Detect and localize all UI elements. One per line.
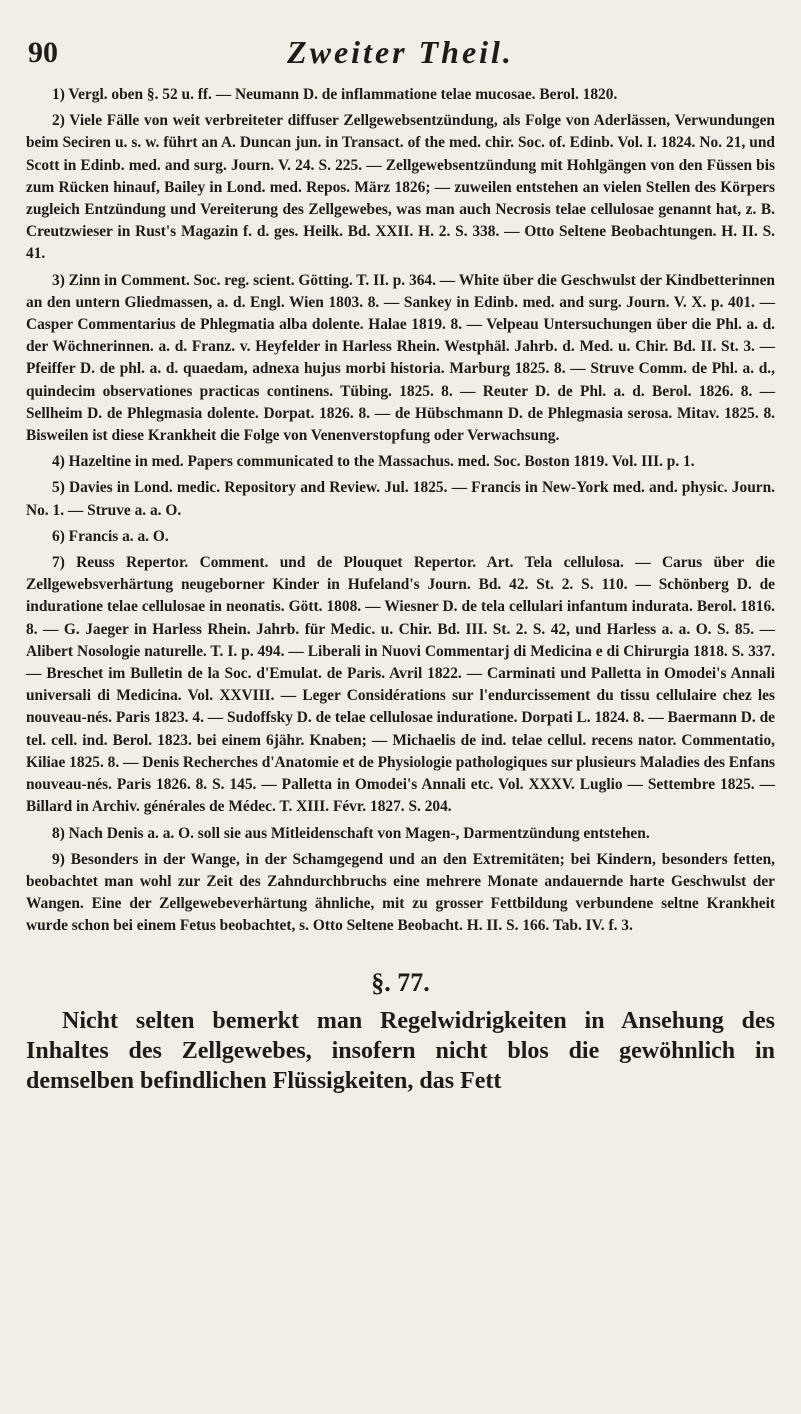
footnote-1: 1) Vergl. oben §. 52 u. ff. — Neumann D. de inflammatione telae mucosae. Berol. 1820. bbox=[52, 86, 618, 103]
page-header bbox=[26, 30, 775, 84]
footnote-4: 4) Hazeltine in med. Papers communicated to the Massachus. med. Soc. Boston 1819. Vol. III. p. 1. bbox=[52, 453, 695, 471]
section-body-text: Nicht selten bemerkt man Regelwidrigkeiten in Ansehung des Inhaltes des Zellgewebes, insofern nicht blos die gewöhnlich in demselben befindlichen Flüssigkeiten, das Fett bbox=[26, 1007, 775, 1094]
footnotes bbox=[26, 84, 775, 938]
footnote-9: 9) Besonders in der Wange, in der Schamgegend und an den Extremitäten; bei Kindern, besonders fetten, beobachtet man wohl zur Zeit des Zahndurchbruchs eine mehrere Monate andauernde harte Geschwulst der Wangen. Eine der Zellgewebeverhärtung ähnliche, mit zu grosser Fettbildung verbundene seltne Krankheit wurde schon bei einem Fetus beobachtet, s. Otto Seltene Beobacht. H. II. S. 166. Tab. IV. f. 3. bbox=[26, 850, 775, 935]
page-number: 90 bbox=[28, 36, 58, 69]
footnote-2: 2) Viele Fälle von weit verbreiteter diffuser Zellgewebsentzündung, als Folge von Aderlässen, Verwundungen beim Seciren u. s. w. führt an A. Duncan jun. in Transact. of the med. chir. Soc. of. Edinb. Vol. I. 1824. No. 21, und Scott in Edinb. med. and surg. Journ. V. 24. S. 225. — Zellgewebsentzündung mit Hohlgängen von den Füssen bis zum Rücken hinauf, Bailey in Lond. med. Repos. März 1826; — zuweilen entstehen an vielen Stellen des Körpers zugleich Entzündung und Vereiterung des Zellgewebes, was man auch Necrosis telae cellulosae genannt hat, z. B. Creutzwieser in Rust's Magazin f. d. ges. Heilk. Bd. XXII. H. 2. S. 338. — Otto Seltene Beobachtungen. H. II. S. 41. bbox=[26, 112, 775, 263]
footnote-3: 3) Zinn in Comment. Soc. reg. scient. Götting. T. II. p. 364. — White über die Geschwulst der Kindbetterinnen an den untern Gliedmassen, a. d. Engl. Wien 1803. 8. — Sankey in Edinb. med. and surg. Journ. V. X. p. 401. — Casper Commentarius de Phlegmatia alba dolente. Halae 1819. 8. — Velpeau Untersuchungen über die Phl. a. d. der Wöchnerinnen. a. d. Franz. v. Heyfelder in Harless Rhein. Westphäl. Jahrb. d. Med. u. Chir. Bd. II. St. 3. — Pfeiffer D. de phl. a. d. quaedam, adnexa hujus morbi historia. Marburg 1825. 8. — Struve Comm. de Phl. a. d., quindecim observationes practicas continens. Tübing. 1825. 8. — Reuter D. de Phl. a. d. Berol. 1826. 8. — Sellheim D. de Phlegmasia dolente. Dorpat. 1826. 8. — de Hübschmann D. de Phlegmasia serosa. Mitav. 1825. 8. Bisweilen ist diese Krankheit die Folge von Venenverstopfung oder Verwachsung. bbox=[26, 271, 775, 445]
footnote-7: 7) Reuss Repertor. Comment. und de Plouquet Repertor. Art. Tela cellulosa. — Carus über die Zellgewebsverhärtung neugeborner Kinder in Hufeland's Journ. Bd. 42. St. 2. S. 110. — Schönberg D. de induratione telae cellulosae in neonatis. Gött. 1808. — Wiesner D. de tela cellulari infantum indurata. Berol. 1816. 8. — G. Jaeger in Harless Rhein. Jahrb. für Medic. u. Chir. Bd. III. St. 2. S. 42, und Harless a. a. O. S. 85. — Alibert Nosologie naturelle. T. I. p. 494. — Liberali in Nuovi Commentarj di Medicina e di Chirurgia 1818. S. 337. — Breschet im Bulletin de la Soc. d'Emulat. de Paris. Avril 1822. — Carminati und Palletta in Omodei's Annali universali di Medicina. Vol. XXVIII. — Leger Considérations sur l'endurcissement du tissu cellulaire chez les nouveau-nés. Paris 1823. 4. — Sudoffsky D. de telae cellulosae induratione. Dorpati L. 1824. 8. — Baermann D. de tel. cell. ind. Berol. 1823. bei einem 6jähr. Knaben; — Michaelis de ind. telae cellul. recens nator. Commentatio, Kiliae 1825. 8. — Denis Recherches d'Anatomie et de Physiologie pathologiques sur plusieurs Maladies des Enfans nouveau-nés. Paris 1826. 8. S. 145. — Palletta in Omodei's Annali etc. Vol. XXXV. Luglio — Settembre 1825. — Billard in Archiv. générales de Médec. T. XIII. Févr. 1827. S. 204. bbox=[26, 554, 775, 816]
footnote-6: 6) Francis a. a. O. bbox=[52, 527, 169, 545]
section-marker: §. 77. bbox=[371, 967, 430, 997]
footnote-8: 8) Nach Denis a. a. O. soll sie aus Mitleidenschaft von Magen-, Darmentzündung entstehen. bbox=[52, 824, 650, 842]
running-head: Zweiter Theil. bbox=[287, 34, 514, 70]
footnote-5: 5) Davies in Lond. medic. Repository and Review. Jul. 1825. — Francis in New-York med. and. physic. Journ. No. 1. — Struve a. a. O. bbox=[26, 479, 775, 519]
